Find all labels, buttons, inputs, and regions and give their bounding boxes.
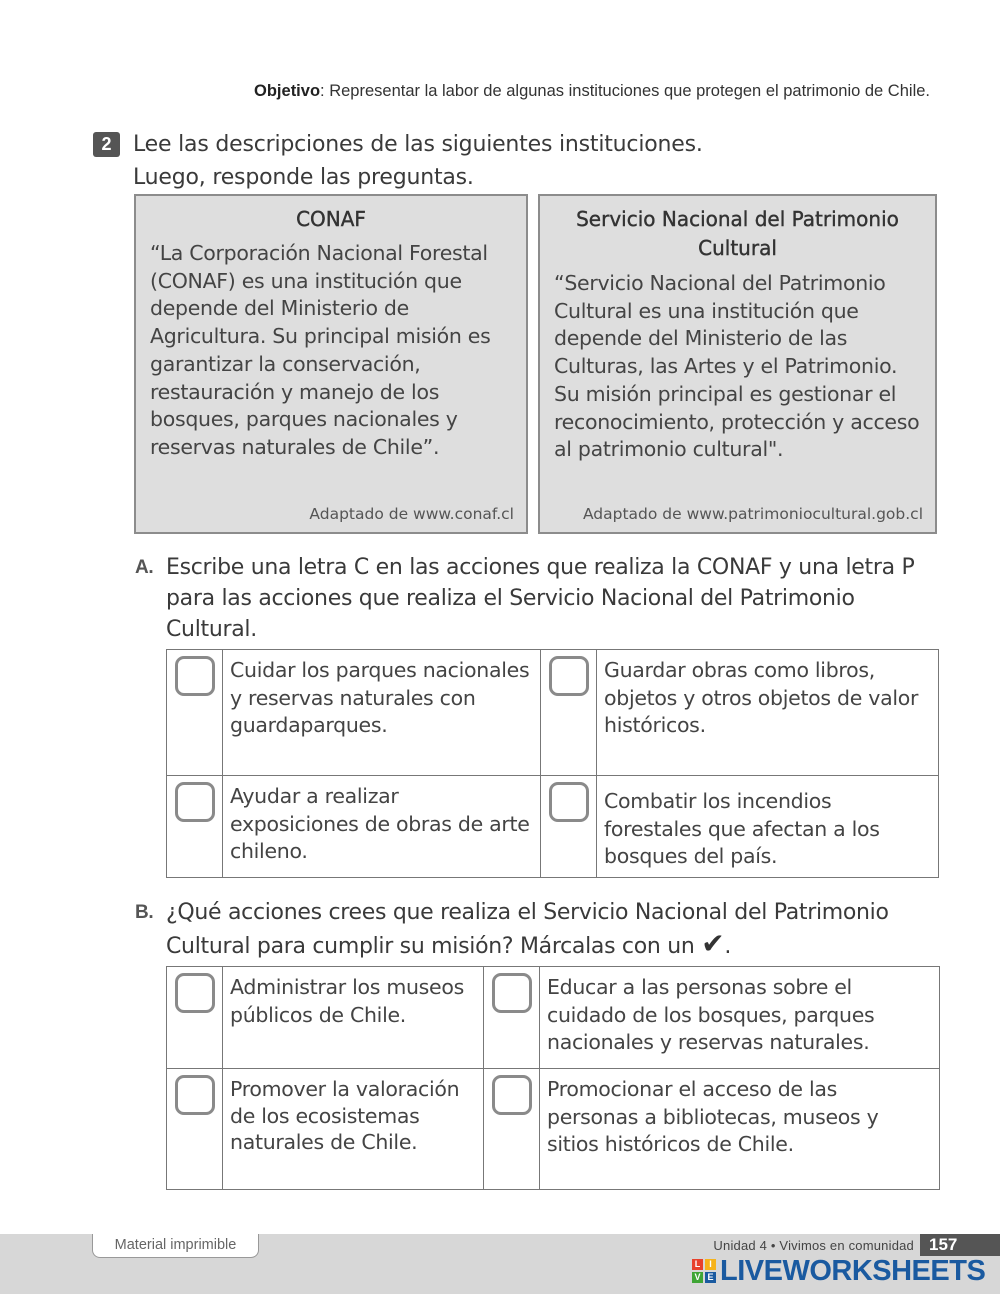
conaf-description: “La Corporación Nacional Forestal (CONAF) es una institución que depende del Ministerio de Agricultura. Su principal misión es garantizar la conservación, restauración y manejo de los bosques, parques nacionales y reservas naturales de Chile”. [150, 241, 491, 459]
action-text: Educar a las personas sobre el cuidado de los bosques, parques nacionales y reservas naturales. [540, 967, 940, 1069]
answer-box-a2[interactable] [549, 656, 589, 696]
patrimonio-info-box [538, 194, 937, 534]
part-b-instruction [135, 897, 925, 962]
objective-text: : Representar la labor de algunas instituciones que protegen el patrimonio de Chile. [320, 82, 930, 100]
part-b-text: ¿Qué acciones crees que realiza el Servicio Nacional del Patrimonio Cultural para cumplir su misión? Márcalas con un [166, 900, 889, 959]
conaf-source: Adaptado de www.conaf.cl [309, 505, 514, 523]
check-cell [484, 1069, 540, 1190]
check-box-b2[interactable] [492, 973, 532, 1013]
action-text: Promover la valoración de los ecosistemas naturales de Chile. [223, 1069, 484, 1190]
answer-cell [167, 776, 223, 878]
logo-letter: L [692, 1259, 703, 1270]
answer-box-a3[interactable] [175, 782, 215, 822]
check-cell [167, 967, 223, 1069]
question-number-badge: 2 [93, 132, 120, 157]
table-row [167, 967, 940, 1069]
patrimonio-description: “Servicio Nacional del Patrimonio Cultural es una institución que depende del Ministerio de las Culturas, las Artes y el Patrimonio. Su misión principal es gestionar el reconocimiento, protección y acceso al patrimonio cultural". [554, 271, 920, 462]
answer-cell [541, 776, 597, 878]
conaf-info-box [134, 194, 528, 534]
action-text: Guardar obras como libros, objetos y otros objetos de valor históricos. [597, 650, 939, 776]
action-text: Cuidar los parques nacionales y reservas naturales con guardaparques. [223, 650, 541, 776]
table-row [167, 1069, 940, 1190]
part-a-letter: A. [135, 557, 154, 578]
patrimonio-title: Servicio Nacional del Patrimonio Cultural [576, 207, 899, 260]
part-b-table [166, 966, 940, 1190]
table-row [167, 776, 939, 878]
logo-letter: V [692, 1272, 703, 1283]
part-b-body [166, 897, 925, 962]
action-text: Combatir los incendios forestales que afectan a los bosques del país. [597, 776, 939, 878]
check-box-b4[interactable] [492, 1075, 532, 1115]
question-intro [133, 128, 703, 194]
table-row [167, 650, 939, 776]
answer-cell [167, 650, 223, 776]
page-number: 157 [920, 1234, 1000, 1256]
answer-cell [541, 650, 597, 776]
check-cell [484, 967, 540, 1069]
answer-box-a4[interactable] [549, 782, 589, 822]
logo-letter: E [705, 1272, 716, 1283]
action-text: Administrar los museos públicos de Chile. [223, 967, 484, 1069]
part-b-letter: B. [135, 902, 154, 923]
part-a-instruction [135, 552, 925, 645]
unit-label: Unidad 4 • Vivimos en comunidad [713, 1238, 914, 1253]
patrimonio-source: Adaptado de www.patrimoniocultural.gob.cl [582, 505, 923, 523]
material-imprimible-tab: Material imprimible [92, 1234, 259, 1258]
objective-line [254, 82, 930, 101]
question-intro-line-2: Luego, responde las preguntas. [133, 165, 474, 190]
check-box-b3[interactable] [175, 1075, 215, 1115]
liveworksheets-wordmark: LIVEWORKSHEETS [720, 1254, 986, 1287]
part-a-table [166, 649, 939, 878]
action-text: Promocionar el acceso de las personas a bibliotecas, museos y sitios históricos de Chile. [540, 1069, 940, 1190]
logo-letter: I [705, 1259, 716, 1270]
checkmark-icon: ✔ [701, 927, 725, 960]
conaf-title: CONAF [296, 207, 366, 231]
action-text: Ayudar a realizar exposiciones de obras de arte chileno. [223, 776, 541, 878]
objective-label: Objetivo [254, 82, 321, 100]
part-a-text: Escribe una letra C en las acciones que realiza la CONAF y una letra P para las acciones que realiza el Servicio Nacional del Patrimonio Cultural. [166, 555, 915, 642]
part-b-end: . [724, 934, 732, 959]
liveworksheets-brand [692, 1256, 985, 1286]
check-cell [167, 1069, 223, 1190]
liveworksheets-logo-icon [692, 1259, 716, 1283]
question-intro-line-1: Lee las descripciones de las siguientes instituciones. [133, 132, 703, 157]
check-box-b1[interactable] [175, 973, 215, 1013]
answer-box-a1[interactable] [175, 656, 215, 696]
